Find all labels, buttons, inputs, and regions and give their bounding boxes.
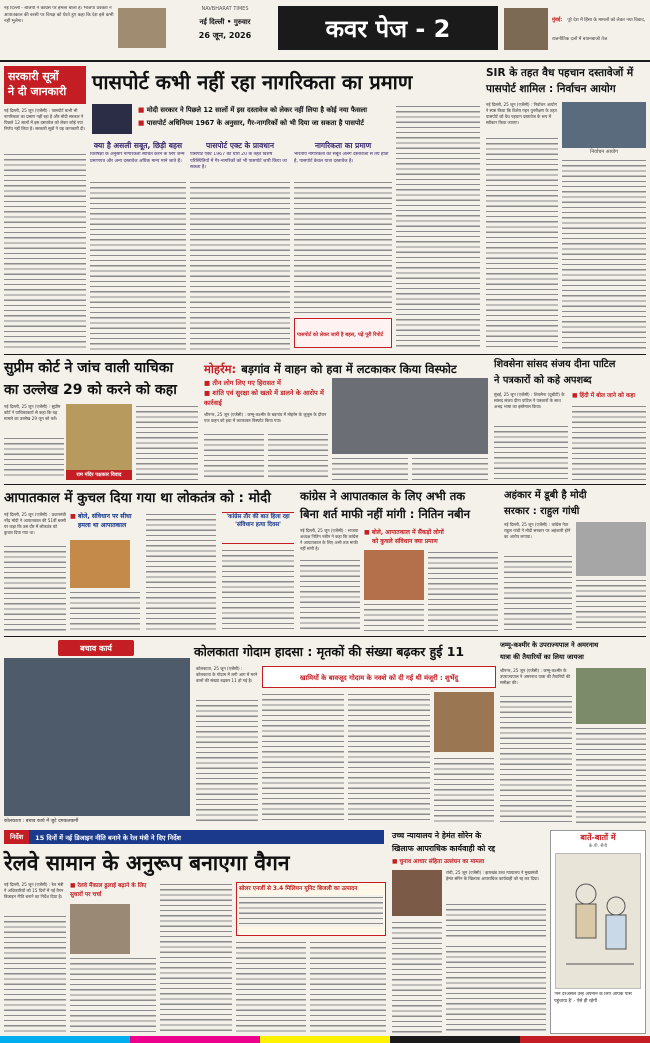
sc-photo	[66, 404, 132, 470]
passport-bullet-2: ■ पासपोर्ट अधिनियम 1967 के अनुसार, गैर-नागरिकों को भी दिया जा सकता है पासपोर्ट	[138, 117, 478, 130]
sir-headline-2: पासपोर्ट शामिल : निर्वाचन आयोग	[486, 83, 616, 95]
sir-body-col2	[562, 158, 646, 350]
muharram-title: बड़गांव में वाहन को हवा में लटकाकर किया विस्फोट	[241, 362, 457, 376]
passport-sub1-lead: विशेषज्ञों के अनुसार नागरिकता साबित करने के लिए जन्म प्रमाणपत्र और अन्य दस्तावेज अधिक मान्य माने जाते हैं।	[90, 152, 185, 164]
nitin-body-col1	[300, 558, 360, 632]
cartoon-drawing	[555, 853, 641, 989]
nitin-body-col2	[364, 602, 424, 632]
rahul-headline-2: सरकार : राहुल गांधी	[504, 506, 580, 517]
divider-2	[4, 484, 646, 485]
muharram-bullet-2: ■ शांति एवं सुरक्षा को खतरे में डालने के आरोप में कार्रवाई	[204, 388, 328, 408]
modi-headline: आपातकाल में कुचल दिया गया था लोकतंत्र को : मोदी	[4, 490, 271, 506]
rail-body-col1	[4, 914, 66, 1034]
rail-strip	[4, 830, 384, 844]
passport-body-col-c	[190, 232, 290, 350]
rahul-dateline: नई दिल्ली, 25 जून (एजेंसी) : कांग्रेस नेता राहुल गांधी ने मोदी सरकार पर अहंकारी होने का आरोप लगाया।	[504, 522, 571, 539]
rail-strip-tag: निर्देश	[4, 830, 29, 844]
amarnath-dateline: श्रीनगर, 25 जून (एजेंसी) : जम्मू-कश्मीर के उपराज्यपाल ने अमरनाथ यात्रा की तैयारियों की समीक्षा की।	[500, 668, 571, 685]
kolkata-photo	[4, 658, 190, 816]
hc-headline-1: उच्च न्यायालय ने हेमंत सोरेन के	[392, 831, 482, 840]
passport-sub1-body	[90, 180, 186, 230]
rail-body-col2	[70, 956, 156, 1034]
nitin-photo	[364, 550, 424, 600]
modi-body-col4	[222, 548, 294, 632]
solar-body	[239, 895, 383, 927]
sc-photo-caption: राम मंदिर पक्षकार विवाद	[76, 472, 122, 478]
page-title: कवर पेज - 2	[325, 14, 451, 43]
muharram-bullet-1: ■ तीन लोग लिए गए हिरासत में	[204, 378, 328, 388]
hc-headline-2: खिलाफ आपराधिक कार्यवाही को रद्द	[392, 844, 495, 853]
page-title-banner	[278, 6, 498, 50]
modi-body-col3	[146, 512, 216, 632]
rail-body-col4	[236, 940, 306, 1034]
muharram-headline	[204, 358, 488, 376]
cartoon-caption: 'मैंने दरअसल उन्हें अपनाने के लिए आपके पास पहुंचाया है' - ऐसे ही रहेगी	[554, 992, 632, 1004]
muharram-body-col4	[412, 456, 488, 480]
divider-1	[4, 354, 646, 355]
masthead	[0, 0, 650, 62]
shivsena-headline-2: ने पत्रकारों को कहे अपशब्द	[494, 375, 592, 386]
issue-date: 26 जून, 2026	[198, 31, 252, 40]
passport-body-col-d	[294, 232, 392, 316]
source-tag	[4, 66, 86, 104]
solar-box	[236, 882, 386, 936]
shivsena-body-col1	[494, 424, 568, 480]
promo-right-text: पूरे देश में हिंसा के मामलों को लेकर नया विवाद, राजनीतिक दलों में बयानबाजी तेज	[552, 18, 646, 42]
city-date: नई दिल्ली • गुरुवार	[199, 18, 251, 26]
passport-headline: पासपोर्ट कभी नहीं रहा नागरिकता का प्रमाण	[92, 70, 413, 94]
modi-bullet-1b: हमला था आपातकाल	[78, 522, 127, 529]
amarnath-body-col1	[500, 694, 572, 824]
rahul-headline-1: अहंकार में डूबी है मोदी	[504, 490, 587, 501]
kolkata-body-col1	[196, 698, 258, 824]
modi-bullet-box	[70, 512, 142, 538]
rail-strip-text: 15 दिनों में नई डिजाइन नीति बनाने के रेल मंत्री ने दिए निर्देश	[35, 833, 181, 842]
shivsena-dateline: मुंबई, 25 जून (एजेंसी) : शिवसेना (यूबीटी) के सांसद संजय दीना पाटिल ने पत्रकारों के साथ अभद्र भाषा का इस्तेमाल किया।	[494, 392, 565, 409]
cartoon-box	[550, 830, 646, 1034]
sir-headline-1: SIR के तहत वैध पहचान दस्तावेजों में	[486, 67, 634, 79]
cartoon-sketch	[556, 854, 642, 988]
sc-headline-1: सुप्रीम कोर्ट ने जांच वाली याचिका	[4, 360, 174, 376]
passport-body-col1	[4, 152, 86, 350]
rail-body-col5	[310, 940, 386, 1034]
nitin-body-col3	[428, 550, 498, 632]
registration-strip	[0, 1036, 650, 1043]
kolkata-dateline: कोलकाता, 25 जून (एजेंसी) : कोलकाता के गोदाम में लगी आग में मरने वालों की संख्या बढ़कर 11 हो गई है।	[196, 666, 258, 683]
hc-photo	[392, 870, 442, 916]
nitin-headline-2: बिना शर्त माफी नहीं मांगी : नितिन नबीन	[300, 507, 470, 521]
kolkata-body-col3	[348, 692, 430, 824]
passport-continued-text: पासपोर्ट को लेकर जारी है बहस, पढ़ें पूरी रिपोर्ट	[297, 332, 384, 338]
nitin-bullet-box	[364, 528, 498, 548]
amarnath-photo	[576, 668, 646, 724]
shivsena-headline-1: शिवसेना सांसद संजय दीना पाटिल	[494, 359, 616, 370]
kolkata-inset-photo	[434, 692, 494, 752]
sir-photo-caption: निर्वाचन आयोग	[590, 149, 618, 155]
shivsena-bullet: ■ हिंदी में बोल जाने को कहा	[572, 392, 646, 401]
nitin-dateline: नई दिल्ली, 25 जून (एजेंसी) : भाजपा अध्यक्ष नितिन नबीन ने कहा कि कांग्रेस ने आपातकाल के लिए अभी तक माफी नहीं मांगी है।	[300, 528, 359, 551]
passport-bullet-1: ■ मोदी सरकार ने पिछले 12 सालों में इस दस्तावेज को लेकर नहीं लिया है कोई नया फैसला	[138, 104, 478, 117]
rahul-photo	[576, 522, 646, 576]
muharram-photo	[332, 378, 488, 454]
modi-quote	[222, 512, 294, 544]
passport-sub1-title: क्या है असली सबूत, छिड़ी बहस	[93, 141, 183, 150]
paper-name: NAVBHARAT TIMES	[201, 6, 249, 12]
kolkata-section-tag-text: बचाव कार्य	[80, 643, 112, 653]
passport-sub3-title: नागरिकता का प्रमाण	[314, 141, 372, 150]
sc-body-col2	[136, 404, 198, 480]
sc-photo-caption-band	[66, 470, 132, 480]
amarnath-headline-1: जम्मू-कश्मीर के उपराज्यपाल ने अमरनाथ	[500, 641, 599, 649]
rail-body-col3	[160, 882, 232, 1034]
shivsena-body-col2	[572, 404, 646, 480]
kolkata-subhead: खामियों के बावजूद गोदाम के नक्शे को दी गई थी मंजूरी : शुभेंदु	[299, 673, 459, 682]
kolkata-headline: कोलकाता गोदाम हादसा : मृतकों की संख्या बढ़कर हुई 11	[194, 643, 465, 659]
promo-left-text: नई दिल्ली - बीजेपी ने कांग्रेस पर हमला बोला है। भाजपा प्रवक्ता ने आपातकाल की बरसी पर विपक्ष को घेरते हुए कहा कि देश इसे कभी नहीं भूलेगा।	[4, 6, 114, 24]
promo-left-photo	[118, 8, 166, 48]
rail-bullet: ■ रेलवे मैंकाल ढुलाई बढ़ाने के लिए सुधारों पर चर्चा	[70, 882, 156, 902]
source-tag-line2: ने दी जानकारी	[8, 85, 67, 98]
nitin-bullet-2: को कुचले संविधान क्या प्रमाण	[372, 538, 438, 545]
passport-sub2	[190, 140, 290, 230]
amarnath-body-col2	[576, 726, 646, 824]
muharram-body-col1	[204, 432, 264, 480]
modi-bullet-1: ■ बोले, संविधान पर सीधा	[70, 512, 142, 521]
hc-body-col3	[446, 944, 546, 1034]
divider-3	[4, 636, 646, 637]
muharram-body-col3	[332, 456, 408, 480]
amarnath-headline-2: यात्रा की तैयारियों का लिया जायजा	[500, 653, 584, 661]
kolkata-section-tag	[58, 640, 134, 656]
passport-continued-note	[294, 318, 392, 348]
passport-sub1	[90, 140, 186, 230]
kolkata-body-col4	[434, 756, 494, 824]
sir-dateline: नई दिल्ली, 25 जून (एजेंसी) : निर्वाचन आयोग ने स्पष्ट किया कि विशेष गहन पुनरीक्षण के तहत पासपोर्ट को वैध पहचान दस्तावेज के रूप में स्वीकार किया जाएगा।	[486, 102, 557, 125]
passport-sub3-body	[294, 180, 392, 230]
hc-body-col2	[392, 920, 442, 1034]
modi-body-col1	[4, 544, 66, 632]
passport-sub2-body	[190, 180, 290, 230]
passport-sub2-title: पासपोर्ट एक्ट के प्रावधान	[206, 141, 274, 150]
passport-sub3	[294, 140, 392, 230]
modi-dateline: नई दिल्ली, 25 जून (एजेंसी) : प्रधानमंत्री नरेंद्र मोदी ने आपातकाल की 51वीं बरसी पर कहा कि उस दौर में लोकतंत्र को कुचल दिया गया था।	[4, 512, 66, 535]
passport-dateline: नई दिल्ली, 25 जून (एजेंसी) : पासपोर्ट कभी भी नागरिकता का प्रमाण नहीं रहा है और मोदी सरकार ने पिछले 12 सालों में इस दस्तावेज को लेकर कोई नया निर्णय नहीं लिया है। सरकारी सूत्रों ने यह जानकारी दी।	[4, 108, 86, 131]
nitin-headline-1: कांग्रेस ने आपातकाल के लिए अभी तक	[300, 489, 466, 503]
hc-dateline: रांची, 25 जून (एजेंसी) : झारखंड उच्च न्यायालय ने मुख्यमंत्री हेमंत सोरेन के खिलाफ आपराधिक कार्यवाही को रद्द कर दिया।	[446, 870, 540, 881]
modi-photo	[70, 540, 130, 588]
promo-right	[552, 6, 646, 54]
hc-bullet: ■ चुनाव आचार संहिता उल्लंघन का मामला	[392, 858, 546, 867]
passport-sub3-lead: भारतीय नागरिकता का सबूत अलग दस्तावेजों से तय होता है, पासपोर्ट केवल यात्रा दस्तावेज है।	[294, 152, 389, 164]
nitin-bullet-1: ■ बोले, आपातकाल में सैंकड़ों लोगों	[364, 528, 498, 537]
cartoon-credit: के.पी. सैनी	[588, 844, 608, 849]
muharram-bullets	[204, 378, 328, 408]
passport-image	[92, 104, 132, 134]
cartoon-title: बातें-बातों में	[580, 833, 616, 842]
sir-body-col1	[486, 136, 558, 350]
sc-body-col1	[4, 436, 64, 478]
kolkata-body-col2	[262, 692, 344, 824]
masthead-date-block	[180, 4, 270, 56]
muharram-body-col2	[268, 432, 328, 480]
source-tag-line1: सरकारी सूत्रों	[8, 70, 59, 83]
sc-dateline: नई दिल्ली, 25 जून (एजेंसी) : सुप्रीम कोर्ट ने याचिकाकर्ता से कहा कि वह मामले का उल्लेख 29 जून को करें।	[4, 404, 61, 421]
sc-headline-2: का उल्लेख 29 को करने को कहा	[4, 382, 177, 398]
modi-quote-text: 'कांग्रेस तौर की बात हिला रहा 'संविधान हत्या दिवस'	[226, 514, 290, 528]
muharram-dateline: श्रीनगर, 25 जून (एजेंसी) : जम्मू-कश्मीर के बड़गांव में मोहर्रम के जुलूस के दौरान एक वाहन को हवा में लटकाकर विस्फोट किया गया।	[204, 412, 327, 423]
modi-body-col2	[70, 590, 140, 632]
passport-body-col-e	[396, 104, 480, 350]
kolkata-photo-caption: कोलकाता : बचाव कार्य में जुटे दमकलकर्मी	[4, 819, 79, 824]
promo-right-title: मुंबई:	[552, 17, 563, 23]
rahul-body-col2	[576, 578, 646, 632]
sir-photo	[562, 102, 646, 148]
solar-title: सोलर एनर्जी से 3.4 मिलियन यूनिट बिजली का उत्पादन	[239, 886, 358, 892]
muharram-tag: मोहर्रम:	[204, 362, 237, 376]
rail-photo	[70, 904, 130, 954]
kolkata-subhead-box	[262, 666, 496, 688]
rahul-body-col1	[504, 554, 572, 632]
hc-body-col1	[446, 902, 546, 940]
rail-headline: रेलवे सामान के अनुरूप बनाएगा वैगन	[4, 851, 290, 875]
passport-body-col-b	[90, 232, 186, 350]
kolkata-headline-band	[194, 640, 494, 662]
passport-sub2-lead: पासपोर्ट एक्ट 1967 की धारा 20 के तहत विशेष परिस्थितियों में गैर-नागरिकों को भी पासपोर्ट जारी किया जा सकता है।	[190, 152, 287, 170]
promo-right-photo	[504, 8, 548, 50]
rail-dateline: नई दिल्ली, 25 जून (एजेंसी) : रेल मंत्री ने अधिकारियों को 15 दिनों में नई वैगन डिजाइन नीति बनाने का निर्देश दिया है।	[4, 882, 64, 899]
